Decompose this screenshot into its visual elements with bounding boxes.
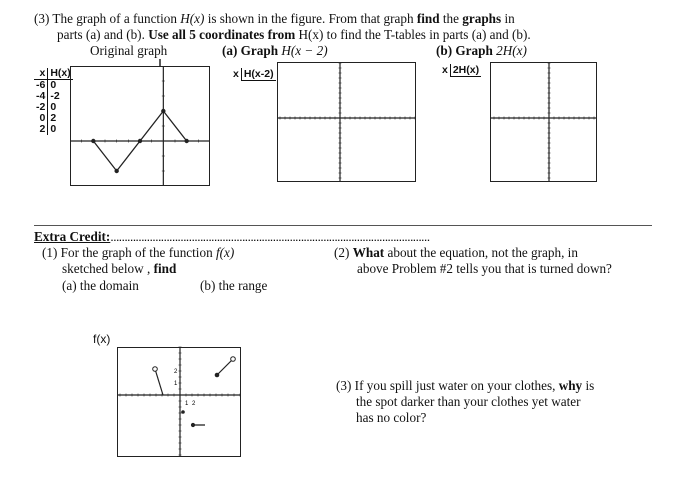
fx-tick-y2: 2 — [174, 369, 178, 375]
original-graph-point — [184, 139, 188, 143]
t-table-y: -2 — [50, 90, 60, 102]
t-table-head-x: x — [231, 68, 241, 81]
t-table-x: -6 — [34, 80, 48, 92]
part-b-graph-frame — [491, 63, 597, 182]
original-y-axis-arrow-icon — [158, 59, 162, 67]
question3-line1: (3) If you spill just water on your clothes, why is — [336, 378, 595, 393]
part-b-graph — [490, 62, 597, 182]
t-table-header — [231, 68, 276, 81]
t-table-head-fx: H(x-2) — [241, 68, 275, 81]
part-a-label: (a) Graph H(x − 2) — [222, 43, 328, 58]
question2-line2: above Problem #2 tells you that is turned down? — [357, 261, 612, 276]
t-table-head-fx: H(x) — [48, 68, 73, 80]
part-b-axes — [490, 62, 597, 182]
original-graph-point — [114, 169, 118, 173]
t-table-head-fx: 2H(x) — [450, 64, 481, 77]
problem3-line1: (3) The graph of a function H(x) is shown in the figure. From that graph find the graphs in — [34, 11, 515, 26]
question1-domain: (a) the domain — [62, 278, 139, 293]
question2-line1: (2) What about the equation, not the graph, in — [334, 245, 578, 260]
fx-open-point — [231, 357, 236, 362]
original-graph-point — [138, 139, 142, 143]
t-table-header — [34, 68, 73, 80]
fx-segment-2 — [217, 359, 233, 375]
extra-credit-heading: Extra Credit:…………………………………………………………………………………………………… — [34, 229, 430, 244]
t-table-head-x: x — [34, 68, 48, 80]
original-graph-point — [161, 109, 165, 113]
original-graph-frame — [71, 67, 210, 186]
t-table-y: 0 — [50, 101, 57, 113]
t-table-y: 0 — [50, 79, 57, 91]
fx-axes — [117, 347, 241, 457]
fx-label: f(x) — [93, 332, 111, 346]
fx-graph — [117, 347, 241, 457]
question3-line3: has no color? — [356, 410, 427, 425]
question3-line2: the spot darker than your clothes yet water — [356, 394, 581, 409]
part-a-t-table — [231, 68, 276, 81]
question1-range: (b) the range — [200, 278, 268, 293]
fx-segment-1 — [155, 369, 163, 395]
fx-closed-point — [215, 373, 220, 378]
t-table-row — [34, 124, 73, 135]
fx-graph-frame — [118, 348, 241, 457]
original-graph — [70, 66, 210, 186]
t-table-x: -2 — [34, 102, 48, 113]
question1-line2: sketched below , find — [62, 261, 177, 276]
section-divider — [34, 225, 652, 226]
t-table-header — [440, 64, 481, 77]
fx-tick-x1: 1 — [185, 401, 189, 407]
part-b-t-table — [440, 64, 481, 77]
fx-open-point — [153, 367, 158, 372]
original-graph-label: Original graph — [90, 43, 168, 58]
t-table-y: 2 — [50, 112, 57, 124]
fx-closed-point — [181, 410, 185, 414]
question1-line1: (1) For the graph of the function f(x) — [42, 245, 235, 260]
part-b-label: (b) Graph 2H(x) — [436, 43, 527, 58]
fx-tick-x2: 2 — [192, 401, 196, 407]
t-table-head-x: x — [440, 64, 450, 77]
t-table-x: 0 — [34, 113, 48, 124]
t-table-y: 0 — [50, 123, 57, 135]
fx-closed-point — [191, 423, 195, 427]
part-a-graph-frame — [278, 63, 416, 182]
fx-tick-y1: 1 — [174, 381, 178, 387]
t-table-x: 2 — [34, 124, 48, 135]
part-a-graph — [277, 62, 416, 182]
original-graph-point — [91, 139, 95, 143]
t-table-x: -4 — [34, 91, 48, 102]
original-t-table — [34, 68, 73, 135]
problem3-line2: parts (a) and (b). Use all 5 coordinates from H(x) to find the T-tables in parts (a) and (b). — [57, 27, 531, 42]
part-a-axes — [277, 62, 416, 182]
